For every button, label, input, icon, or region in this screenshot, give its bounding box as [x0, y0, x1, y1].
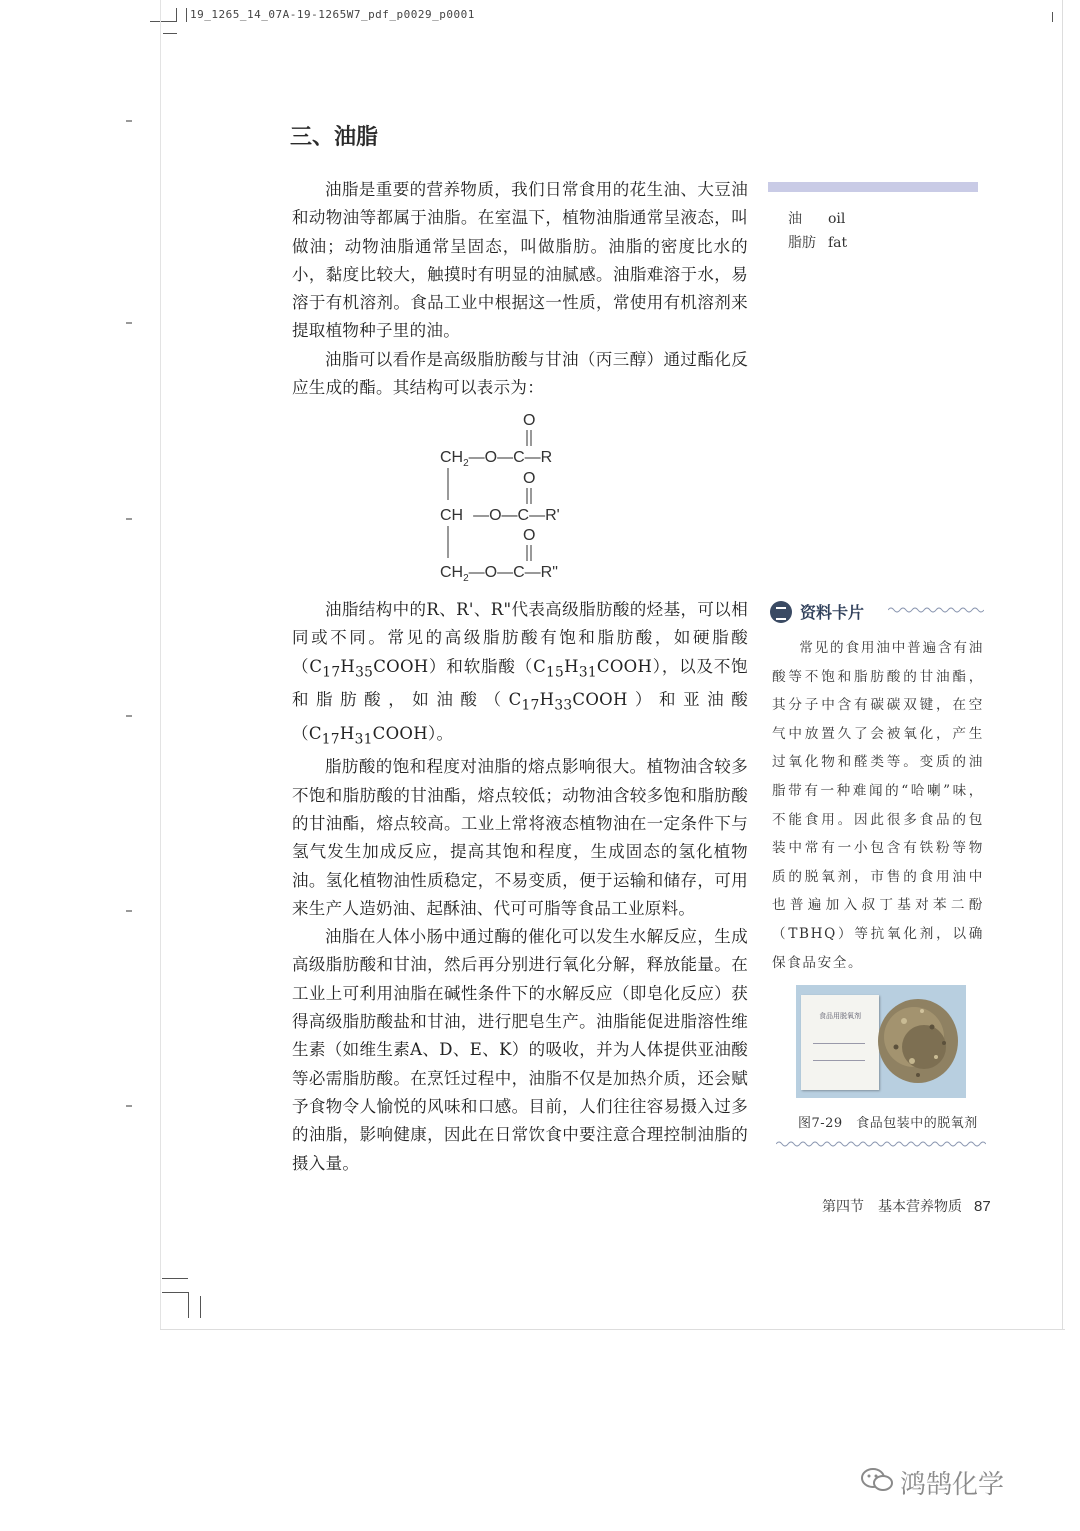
- crop-mark: [162, 1292, 188, 1293]
- vocab-en: fat: [828, 235, 848, 251]
- crop-mark: [163, 33, 177, 34]
- margin-mark: [126, 322, 132, 324]
- info-card-title: 资料卡片: [800, 603, 865, 622]
- body-paragraph: 油脂可以看作是高级脂肪酸与甘油（丙三醇）通过酯化反应生成的酯。其结构可以表示为：: [292, 349, 748, 398]
- formula-linoleic-acid: $C_{17}H_{31}COOH$: [308, 723, 428, 748]
- iron-powder-granules: [874, 991, 962, 1091]
- carbonyl-oxygen: O: [523, 412, 536, 429]
- vocab-row: [788, 232, 847, 252]
- chat-bubble-icon: [860, 1466, 894, 1494]
- figure-caption: 图7-29 食品包装中的脱氧剂: [798, 1116, 978, 1131]
- info-card-body: [772, 634, 984, 977]
- margin-mark: [126, 518, 132, 520]
- crop-mark: [188, 1292, 189, 1318]
- page-number: 87: [974, 1198, 991, 1215]
- vocab-row: [788, 208, 845, 228]
- margin-mark: [126, 1105, 132, 1107]
- packet-label: 食品用脱氧剂: [819, 1012, 861, 1020]
- packet-print-lines: [813, 1043, 865, 1061]
- crop-mark: [162, 1278, 188, 1279]
- triglyceride-structure: [436, 408, 596, 588]
- page-bottom-edge: [160, 1329, 1065, 1330]
- deoxidizer-photo: [796, 985, 966, 1098]
- formula-palmitic-acid: $C_{15}H_{31}COOH$: [533, 656, 653, 680]
- margin-mark: [126, 715, 132, 717]
- structure-row-3: $CH_2—O—C—R$": [440, 564, 558, 584]
- crop-mark: [1052, 12, 1053, 22]
- wave-divider: [888, 606, 984, 614]
- section-title: 三、油脂: [290, 125, 379, 150]
- margin-mark: [126, 120, 132, 122]
- formula-oleic-acid: $C_{17}H_{33}COOH$: [508, 690, 628, 714]
- watermark-text: 鸿鹄化学: [900, 1470, 1005, 1500]
- wave-divider: [776, 1140, 986, 1148]
- chapter-name: 第四节 基本营养物质: [822, 1199, 962, 1215]
- vocab-en: oil: [828, 211, 846, 227]
- page-footer: [822, 1196, 991, 1216]
- scan-file-label: 19_1265_14_07A-19-1265W7_pdf_p0029_p0001: [190, 8, 475, 21]
- carbonyl-oxygen: O: [523, 470, 536, 487]
- watermark: [900, 1464, 1004, 1501]
- body-text-block-1: [292, 176, 748, 402]
- carbonyl-oxygen: O: [523, 527, 536, 544]
- body-paragraph: 油脂是重要的营养物质，我们日常食用的花生油、大豆油和动物油等都属于油脂。在室温下，植物油脂通常呈液态，叫做油；动物油脂通常呈固态，叫做脂肪。油脂的密度比水的小，黏度比较大，触摸时有明显的油腻感。油脂难溶于水，易溶于有机溶剂。食品工业中根据这一性质，常使用有机溶剂来提取植物种子里的油。: [292, 180, 748, 341]
- body-paragraph-fatty-acids: 油脂结构中的R、R'、R"代表高级脂肪酸的烃基，可以相同或不同。常见的高级脂肪酸有饱和脂肪酸，如硬脂酸$(C_{17}H_{35}COOH)$和软脂酸$(C_{15}H_{31}COOH)$，以及不饱和脂肪酸，如油酸$(C_{17}H_{33}COOH)$和亚油酸$(C_{17}H_{31}COOH)$。: [292, 600, 749, 748]
- crop-mark: [186, 8, 187, 22]
- structure-row-1: $CH_2—O—C—R$: [440, 449, 553, 469]
- page-left-edge: [160, 0, 161, 1330]
- vocab-box: [768, 192, 978, 266]
- book-icon: [770, 601, 792, 623]
- vocab-zh: 油: [788, 211, 802, 227]
- structure-row-2: CH —O—C—R': [440, 507, 560, 524]
- body-text-block-2: [292, 596, 748, 1178]
- margin-mark: [126, 910, 132, 912]
- deoxidizer-packet: [801, 995, 879, 1090]
- info-card-paragraph: 常见的食用油中普遍含有油酸等不饱和脂肪酸的甘油酯，其分子中含有碳碳双键，在空气中放置久了会被氧化，产生过氧化物和醛类等。变质的油脂带有一种难闻的“哈喇”味，不能食用。因此很多食品的包装中常有一小包含有铁粉等物质的脱氧剂，市售的食用油中也普遍加入叔丁基对苯二酚（TBHQ）等抗氧化剂，以确保食品安全。: [772, 640, 984, 971]
- vocab-zh: 脂肪: [788, 235, 816, 251]
- page-right-edge: [1062, 0, 1063, 1330]
- formula-stearic-acid: $C_{17}H_{35}COOH$: [309, 656, 429, 680]
- vocab-box-header-bar: [768, 182, 978, 192]
- body-paragraph: 脂肪酸的饱和程度对油脂的熔点影响很大。植物油含较多不饱和脂肪酸的甘油酯，熔点较低；动物油含较多饱和脂肪酸的甘油酯，熔点较高。工业上常将液态植物油在一定条件下与氢气发生加成反应，提高其饱和程度，生成固态的氢化植物油。氢化植物油性质稳定，不易变质，便于运输和储存，可用来生产人造奶油、起酥油、代可可脂等食品工业原料。: [292, 757, 748, 918]
- info-card-header: [770, 598, 985, 628]
- crop-mark: [176, 8, 177, 22]
- crop-mark: [150, 21, 176, 22]
- crop-mark: [200, 1296, 201, 1318]
- body-paragraph: 油脂在人体小肠中通过酶的催化可以发生水解反应，生成高级脂肪酸和甘油，然后再分别进行氧化分解，释放能量。在工业上可利用油脂在碱性条件下的水解反应（即皂化反应）获得高级脂肪酸盐和甘油，进行肥皂生产。油脂能促进脂溶性维生素（如维生素A、D、E、K）的吸收，并为人体提供亚油酸等必需脂肪酸。在烹饪过程中，油脂不仅是加热介质，还会赋予食物令人愉悦的风味和口感。目前，人们往往容易摄入过多的油脂，影响健康，因此在日常饮食中要注意合理控制油脂的摄入量。: [292, 927, 748, 1173]
